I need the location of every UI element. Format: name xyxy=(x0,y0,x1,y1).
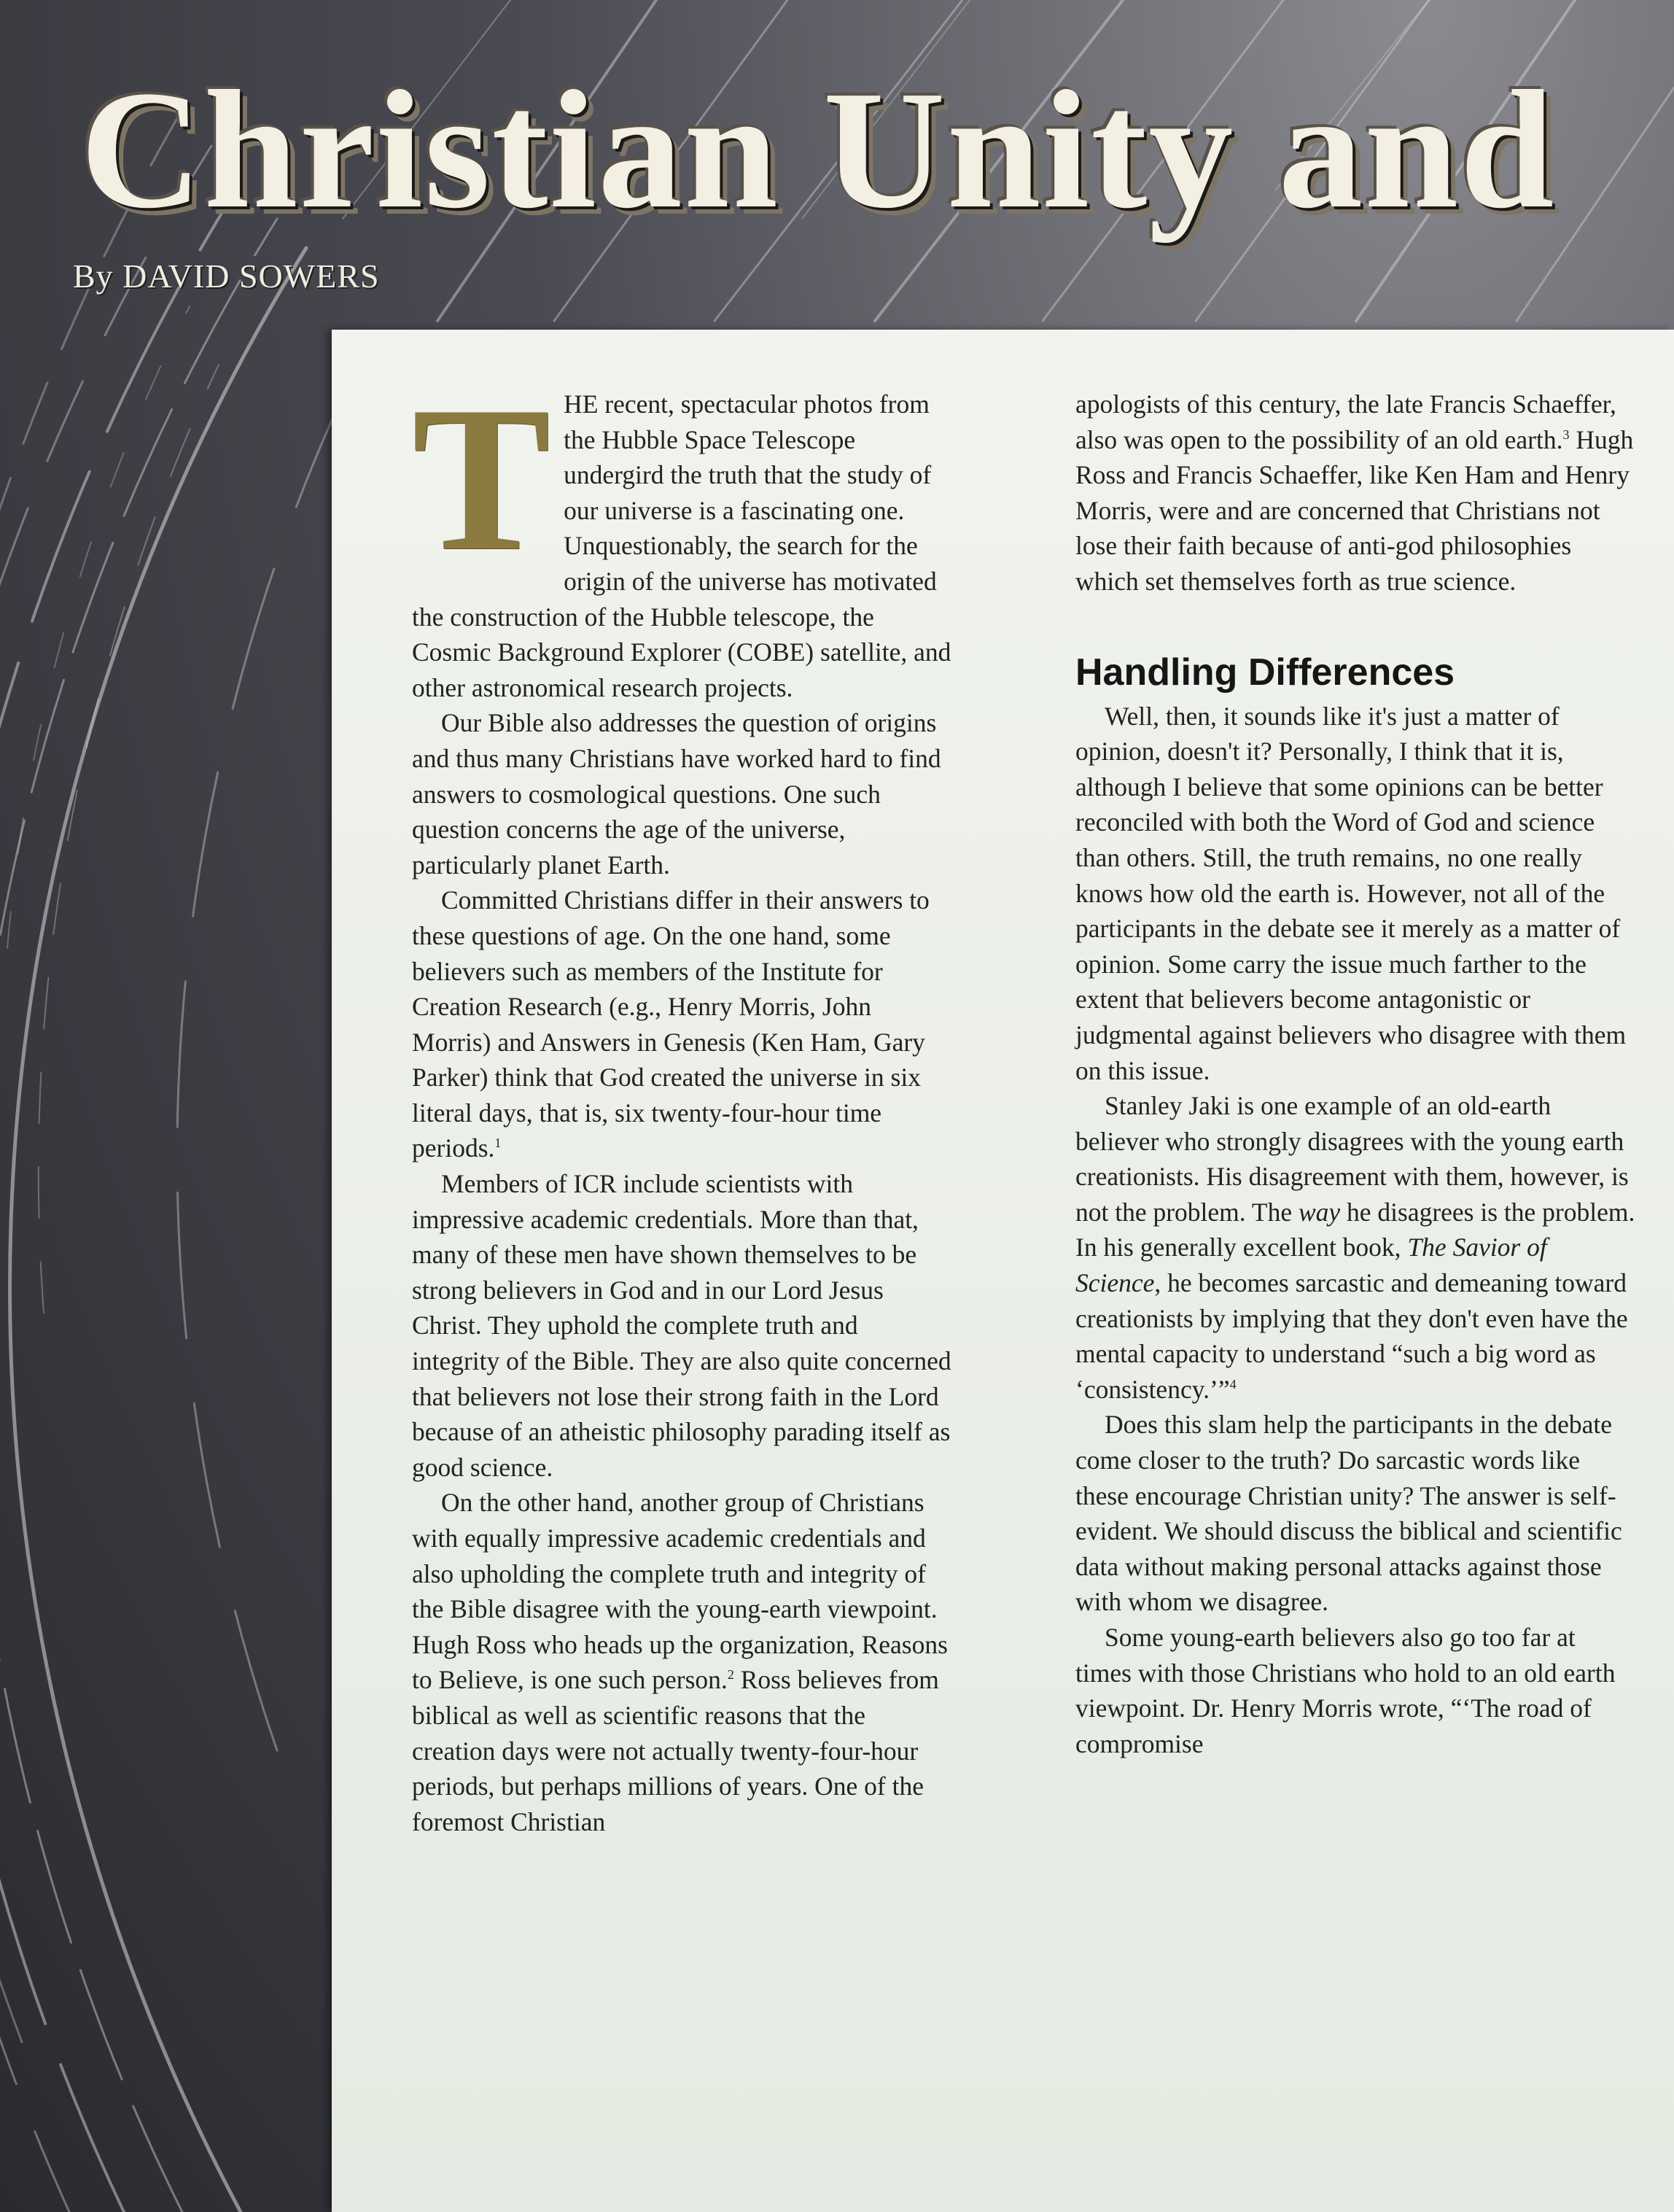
article-paragraph xyxy=(412,363,951,705)
article-paragraph: Some young-earth believers also go too far at times with those Christians who hold to an old earth viewpoint. Dr. Henry Morris wrote, “‘The road of compromise xyxy=(1075,1623,1616,1758)
article-paragraph xyxy=(412,882,951,1166)
paragraph-text: he disagrees is the problem. In his generally excellent book, xyxy=(1075,1197,1635,1262)
footnote-marker: 3 xyxy=(1562,427,1570,442)
article-paragraph: Does this slam help the participants in the debate come closer to the truth? Do sarcastic words like these encourage Christian unity? The answer is self-evident. We should discuss the biblical and scientific data without making personal attacks against those with whom we disagree. xyxy=(1075,1410,1622,1617)
article-panel xyxy=(332,330,1674,2212)
footnote-marker: 4 xyxy=(1229,1377,1237,1392)
section-heading: Handling Differences xyxy=(1075,651,1455,694)
article-column-1 xyxy=(412,363,951,1839)
footnote-marker: 1 xyxy=(494,1136,502,1151)
paragraph-text: Stanley Jaki is one example of an old-earth believer who strongly disagrees with the young earth creationists. His disagreement with them, however, is not the problem. The xyxy=(1075,1091,1629,1227)
paragraph-text: Ross believes from biblical as well as scientific reasons that the creation days were not actually twenty-four-hour periods, but perhaps millions of years. One of the foremost Christian xyxy=(412,1665,939,1836)
paragraph-text: Hugh Ross and Francis Schaeffer, like Ken Ham and Henry Morris, were and are concerned that Christians not lose their faith because of anti-god philosophies which set themselves forth as true science. xyxy=(1075,424,1634,596)
article-paragraph xyxy=(1075,1088,1637,1407)
paragraph-text: On the other hand, another group of Christians with equally impressive academic credentials and also upholding the complete truth and integrity of the Bible disagree with the young-earth viewpoint. Hugh Ross who heads up the organization, Reasons to Believe, is one such person. xyxy=(412,1488,948,1695)
emphasis-text: way xyxy=(1298,1197,1341,1227)
footnote-marker: 2 xyxy=(727,1667,734,1683)
drop-cap: T xyxy=(412,363,551,594)
article-paragraph xyxy=(412,1485,951,1839)
paragraph-text: apologists of this century, the late Francis Schaeffer, also was open to the possibility of an old earth. xyxy=(1075,389,1616,454)
byline: By DAVID SOWERS xyxy=(73,257,380,295)
article-title: Christian Unity and xyxy=(80,56,1556,244)
article-paragraph xyxy=(1075,387,1637,599)
paragraph-text: HE recent, spectacular photos from the Hubble Space Telescope undergird the truth that the study of our universe is a fascinating one. Unquestionably, the search for the origin of the universe has motivated the construction of the Hubble telescope, the Cosmic Background Explorer (COBE) satellite, and other astronomical research projects. xyxy=(412,389,951,702)
paragraph-text: , he becomes sarcastic and demeaning toward creationists by implying that they don't even have the mental capacity to understand “such a big word as ‘consistency.’” xyxy=(1075,1268,1628,1404)
paragraph-text: Committed Christians differ in their answers to these questions of age. On the one hand, some believers such as members of the Institute for Creation Research (e.g., Henry Morris, John Morris) and Answers in Genesis (Ken Ham, Gary Parker) think that God created the universe in six literal days, that is, six twenty-four-hour time periods. xyxy=(412,885,930,1163)
article-paragraph: Members of ICR include scientists with impressive academic credentials. More than that, many of these men have shown themselves to be strong believers in God and in our Lord Jesus Christ. They uphold the complete truth and integrity of the Bible. They are also quite concerned that believers not lose their strong faith in the Lord because of an atheistic philosophy parading itself as good science. xyxy=(412,1169,951,1482)
article-paragraph: Well, then, it sounds like it's just a matter of opinion, doesn't it? Personally, I think that it is, although I believe that some opinions can be better reconciled with both the Word of God and science than others. Still, the truth remains, no one really knows how old the earth is. However, not all of the participants in the debate see it merely as a matter of opinion. Some carry the issue much farther to the extent that believers become antagonistic or judgmental against believers who disagree with them on this issue. xyxy=(1075,701,1627,1085)
article-column-2 xyxy=(1075,387,1637,1761)
article-paragraph: Our Bible also addresses the question of origins and thus many Christians have worked hard to find answers to cosmological questions. One such question concerns the age of the universe, particularly planet Earth. xyxy=(412,708,941,880)
book-title: The Savior of Science xyxy=(1075,1233,1547,1298)
